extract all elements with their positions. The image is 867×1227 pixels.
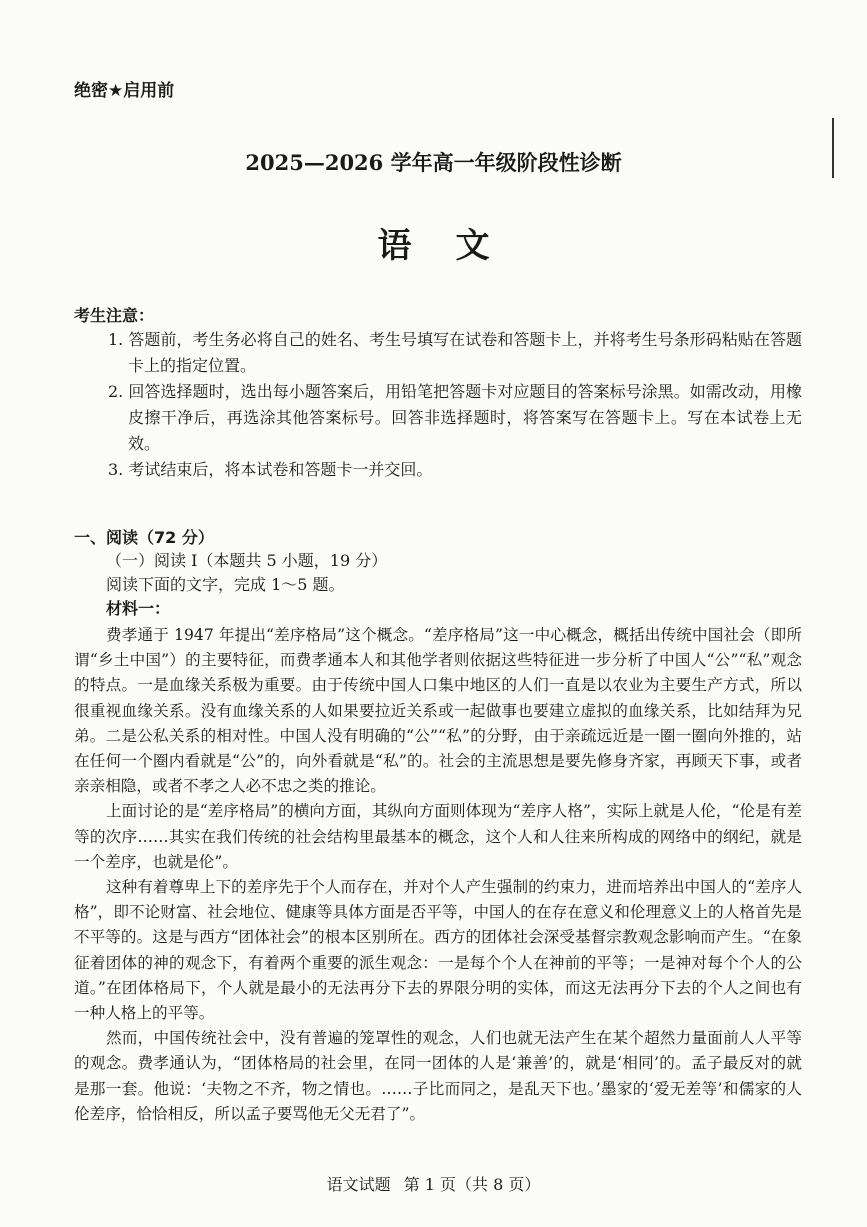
passage-paragraph: 然而，中国传统社会中，没有普遍的笼罩性的观念，人们也就无法产生在某个超然力量面前人人平等的观念。费孝通认为，“团体格局的社会里，在同一团体的人是‘兼善’的，就是‘相同’的。孟子最反对的就是那一套。他说：‘夫物之不齐，物之情也。……子比而同之，是乱天下也。’墨家的‘爱无差等’和儒家的人伦差序，恰恰相反，所以孟子要骂他无父无君了”。 (74, 1029, 802, 1123)
subject-title: 语文 (377, 226, 534, 266)
section-intro (106, 549, 387, 621)
material-label: 材料一： (106, 599, 171, 618)
notice-item: 2. 回答选择题时，选出每小题答案后，用铅笔把答题卡对应题目的答案标号涂黑。如需改动，用橡皮擦干净后，再选涂其他答案标号。回答非选择题时，将答案写在答题卡上。写在本试卷上无效。 (108, 382, 802, 453)
confidential-label: 绝密★启用前 (74, 81, 175, 101)
sub-section-heading: （一）阅读 Ⅰ（本题共 5 小题，19 分） (106, 551, 388, 570)
notice-item: 3. 考试结束后，将本试卷和答题卡一并交回。 (108, 460, 433, 479)
footer-subject: 语文试题 (326, 1175, 391, 1194)
passage-paragraph: 上面讨论的是“差序格局”的横向方面，其纵向方面则体现为“差序人格”，实际上就是人伦，“伦是有差等的次序……其实在我们传统的社会结构里最基本的概念，这个人和人往来所构成的网络中的纲纪，就是一个差序，也就是伦”。 (74, 802, 802, 871)
passage-paragraph: 这种有着尊卑上下的差序先于个人而存在，并对个人产生强制的约束力，进而培养出中国人的“差序人格”，即不论财富、社会地位、健康等具体方面是否平等，中国人的在存在意义和伦理意义上的人格首先是不平等的。这是与西方“团体社会”的根本区别所在。西方的团体社会深受基督宗教观念影响而产生。“在象征着团体的神的观念下，有着两个重要的派生观念：一是每个个人在神前的平等；一是神对每个个人的公道。”在团体格局下，个人就是最小的无法再分下去的界限分明的实体，而这无法再分下去的个人之间也有一种人格上的平等。 (74, 878, 802, 1023)
section-heading: 一、阅读（72 分） (74, 528, 214, 547)
reading-instruction: 阅读下面的文字，完成 1～5 题。 (106, 575, 345, 594)
notice-item: 1. 答题前，考生务必将自己的姓名、考生号填写在试卷和答题卡上，并将考生号条形码粘贴在答题卡上的指定位置。 (108, 330, 802, 375)
footer-page-number: 第 1 页（共 8 页） (403, 1175, 541, 1194)
passage-body (74, 623, 802, 1127)
page-footer (0, 1172, 867, 1195)
notice-heading: 考生注意： (74, 306, 155, 325)
passage-paragraph: 费孝通于 1947 年提出“差序格局”这个概念。“差序格局”这一中心概念，概括出传统中国社会（即所谓“乡土中国”）的主要特征，而费孝通本人和其他学者则依据这些特征进一步分析了中国人“公”“私”观念的特点。一是血缘关系极为重要。由于传统中国人口集中地区的人们一直是以农业为主要生产方式，所以很重视血缘关系。没有血缘关系的人如果要拉近关系或一起做事也要建立虚拟的血缘关系，比如结拜为兄弟。二是公私关系的相对性。中国人没有明确的“公”“私”的分野，由于亲疏远近是一圈一圈向外推的，站在任何一个圈内看就是“公”的，向外看就是“私”的。社会的主流思想是要先修身齐家，再顾天下事，或者亲亲相隐，或者不孝之人必不忠之类的推论。 (74, 626, 802, 796)
exam-title: 2025—2026 学年高一年级阶段性诊断 (245, 150, 622, 175)
notice-list (108, 327, 802, 483)
